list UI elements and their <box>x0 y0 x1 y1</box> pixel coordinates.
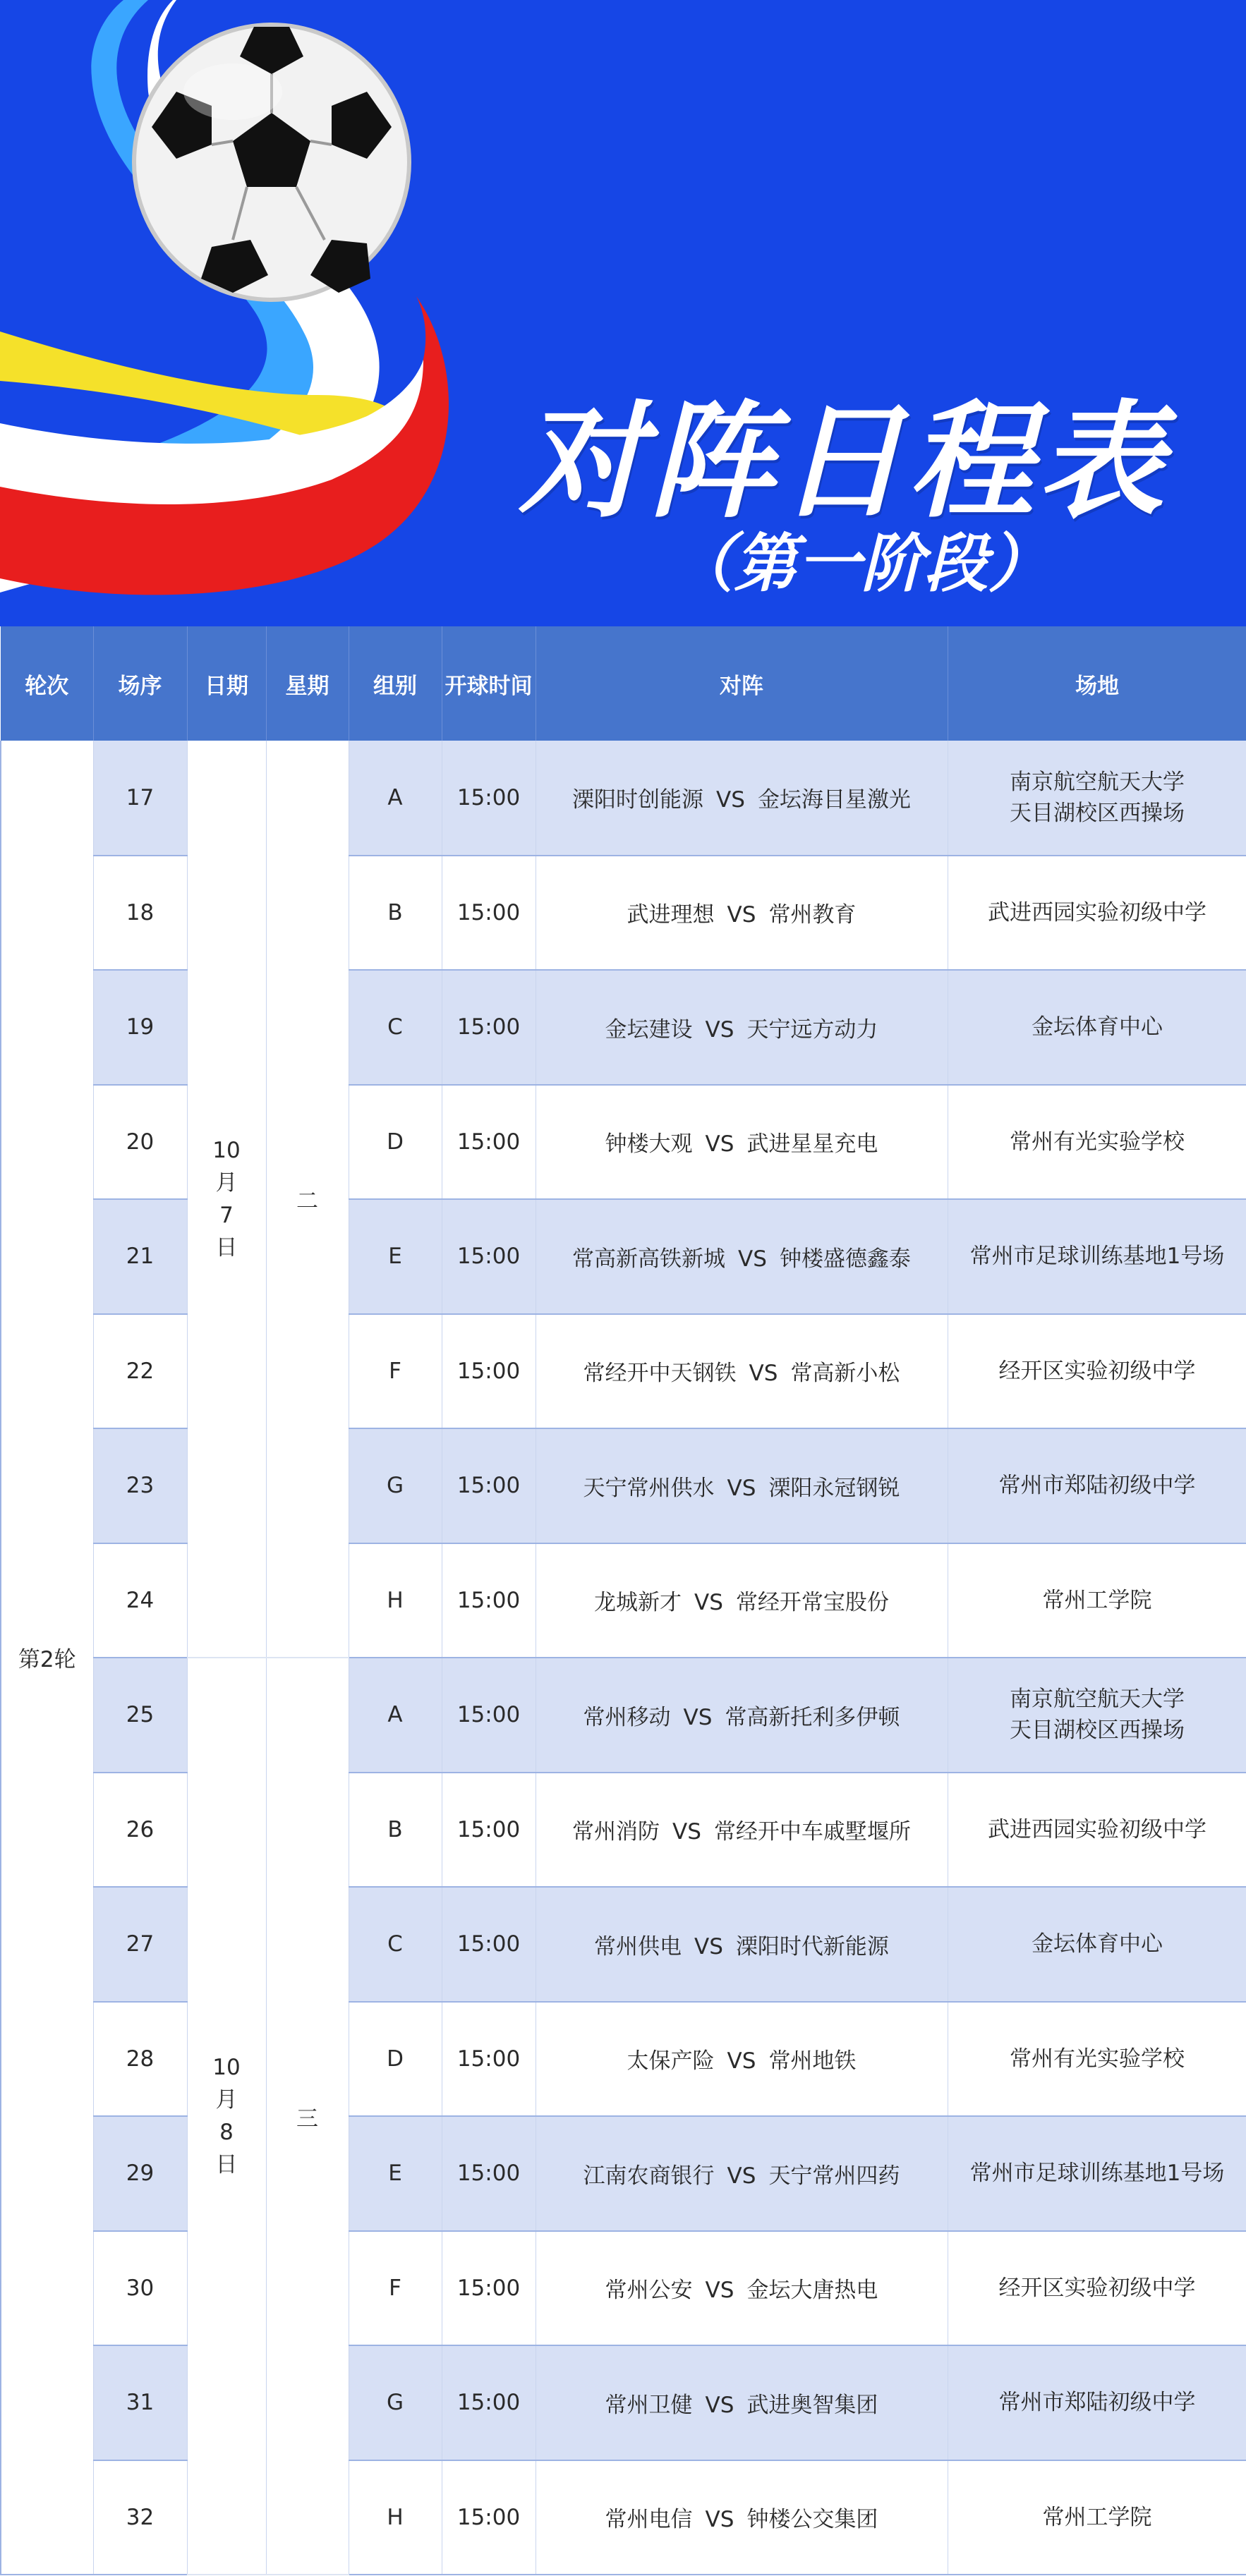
seq-cell: 24 <box>93 1543 187 1658</box>
group-cell: H <box>349 2460 442 2575</box>
page-title: 对阵日程表 <box>519 389 1168 535</box>
seq-cell: 20 <box>93 1085 187 1200</box>
venue-cell: 常州工学院 <box>948 1543 1246 1658</box>
table-header-row <box>1 626 1246 741</box>
venue-cell: 武进西园实验初级中学 <box>948 1773 1246 1888</box>
time-cell: 15:00 <box>442 1543 536 1658</box>
seq-cell: 18 <box>93 856 187 971</box>
seq-cell: 28 <box>93 2002 187 2117</box>
seq-cell: 32 <box>93 2460 187 2575</box>
venue-cell: 金坛体育中心 <box>948 1887 1246 2002</box>
time-cell: 15:00 <box>442 1428 536 1543</box>
time-cell: 15:00 <box>442 1314 536 1429</box>
matchup-cell: 常州移动 VS 常高新托利多伊顿 <box>536 1658 948 1773</box>
venue-cell: 经开区实验初级中学 <box>948 2231 1246 2346</box>
time-cell: 15:00 <box>442 1658 536 1773</box>
header-date: 日期 <box>187 626 266 741</box>
header-kickoff: 开球时间 <box>442 626 536 741</box>
group-cell: B <box>349 1773 442 1888</box>
table-row <box>1 741 1246 856</box>
matchup-cell: 溧阳时创能源 VS 金坛海目星激光 <box>536 741 948 856</box>
venue-cell: 常州有光实验学校 <box>948 2002 1246 2117</box>
group-cell: F <box>349 2231 442 2346</box>
weekday-cell: 三 <box>266 1658 349 2575</box>
group-cell: G <box>349 2345 442 2460</box>
matchup-cell: 常州供电 VS 溧阳时代新能源 <box>536 1887 948 2002</box>
seq-cell: 17 <box>93 741 187 856</box>
venue-cell: 常州有光实验学校 <box>948 1085 1246 1200</box>
group-cell: E <box>349 1199 442 1314</box>
matchup-cell: 龙城新才 VS 常经开常宝股份 <box>536 1543 948 1658</box>
table-row <box>1 1658 1246 1773</box>
seq-cell: 27 <box>93 1887 187 2002</box>
venue-cell: 南京航空航天大学 天目湖校区西操场 <box>948 741 1246 856</box>
seq-cell: 31 <box>93 2345 187 2460</box>
seq-cell: 29 <box>93 2116 187 2231</box>
venue-cell: 武进西园实验初级中学 <box>948 856 1246 971</box>
group-cell: H <box>349 1543 442 1658</box>
matchup-cell: 天宁常州供水 VS 溧阳永冠钢锐 <box>536 1428 948 1543</box>
group-cell: E <box>349 2116 442 2231</box>
group-cell: G <box>349 1428 442 1543</box>
header-group: 组别 <box>349 626 442 741</box>
weekday-cell: 二 <box>266 741 349 1658</box>
venue-cell: 常州市郑陆初级中学 <box>948 1428 1246 1543</box>
venue-cell: 南京航空航天大学 天目湖校区西操场 <box>948 1658 1246 1773</box>
group-cell: D <box>349 1085 442 1200</box>
matchup-cell: 江南农商银行 VS 天宁常州四药 <box>536 2116 948 2231</box>
header-venue: 场地 <box>948 626 1246 741</box>
matchup-cell: 武进理想 VS 常州教育 <box>536 856 948 971</box>
matchup-cell: 常州公安 VS 金坛大唐热电 <box>536 2231 948 2346</box>
venue-cell: 经开区实验初级中学 <box>948 1314 1246 1429</box>
matchup-cell: 常高新高铁新城 VS 钟楼盛德鑫泰 <box>536 1199 948 1314</box>
time-cell: 15:00 <box>442 1085 536 1200</box>
date-cell: 10 月 7 日 <box>187 741 266 1658</box>
seq-cell: 25 <box>93 1658 187 1773</box>
matchup-cell: 钟楼大观 VS 武进星星充电 <box>536 1085 948 1200</box>
matchup-cell: 常州卫健 VS 武进奥智集团 <box>536 2345 948 2460</box>
time-cell: 15:00 <box>442 2002 536 2117</box>
seq-cell: 26 <box>93 1773 187 1888</box>
header-seq: 场序 <box>93 626 187 741</box>
time-cell: 15:00 <box>442 1887 536 2002</box>
venue-cell: 常州市足球训练基地1号场 <box>948 1199 1246 1314</box>
venue-cell: 常州市郑陆初级中学 <box>948 2345 1246 2460</box>
schedule-table <box>0 626 1246 2575</box>
time-cell: 15:00 <box>442 2345 536 2460</box>
date-cell: 10 月 8 日 <box>187 1658 266 2575</box>
group-cell: A <box>349 1658 442 1773</box>
time-cell: 15:00 <box>442 1773 536 1888</box>
venue-cell: 常州市足球训练基地1号场 <box>948 2116 1246 2231</box>
time-cell: 15:00 <box>442 2460 536 2575</box>
seq-cell: 22 <box>93 1314 187 1429</box>
matchup-cell: 金坛建设 VS 天宁远方动力 <box>536 970 948 1085</box>
venue-cell: 金坛体育中心 <box>948 970 1246 1085</box>
group-cell: C <box>349 970 442 1085</box>
time-cell: 15:00 <box>442 741 536 856</box>
matchup-cell: 常州消防 VS 常经开中车戚墅堰所 <box>536 1773 948 1888</box>
group-cell: C <box>349 1887 442 2002</box>
matchup-cell: 太保产险 VS 常州地铁 <box>536 2002 948 2117</box>
seq-cell: 30 <box>93 2231 187 2346</box>
seq-cell: 19 <box>93 970 187 1085</box>
time-cell: 15:00 <box>442 856 536 971</box>
header-matchup: 对阵 <box>536 626 948 741</box>
group-cell: D <box>349 2002 442 2117</box>
seq-cell: 23 <box>93 1428 187 1543</box>
soccer-ball-icon <box>134 25 409 300</box>
matchup-cell: 常经开中天钢铁 VS 常高新小松 <box>536 1314 948 1429</box>
header-banner <box>0 0 1246 626</box>
matchup-cell: 常州电信 VS 钟楼公交集团 <box>536 2460 948 2575</box>
round-cell: 第2轮 <box>1 741 93 2575</box>
group-cell: A <box>349 741 442 856</box>
time-cell: 15:00 <box>442 970 536 1085</box>
time-cell: 15:00 <box>442 1199 536 1314</box>
header-round: 轮次 <box>1 626 93 741</box>
page-subtitle: （第一阶段） <box>670 527 1051 601</box>
group-cell: B <box>349 856 442 971</box>
group-cell: F <box>349 1314 442 1429</box>
time-cell: 15:00 <box>442 2116 536 2231</box>
venue-cell: 常州工学院 <box>948 2460 1246 2575</box>
header-weekday: 星期 <box>266 626 349 741</box>
seq-cell: 21 <box>93 1199 187 1314</box>
time-cell: 15:00 <box>442 2231 536 2346</box>
